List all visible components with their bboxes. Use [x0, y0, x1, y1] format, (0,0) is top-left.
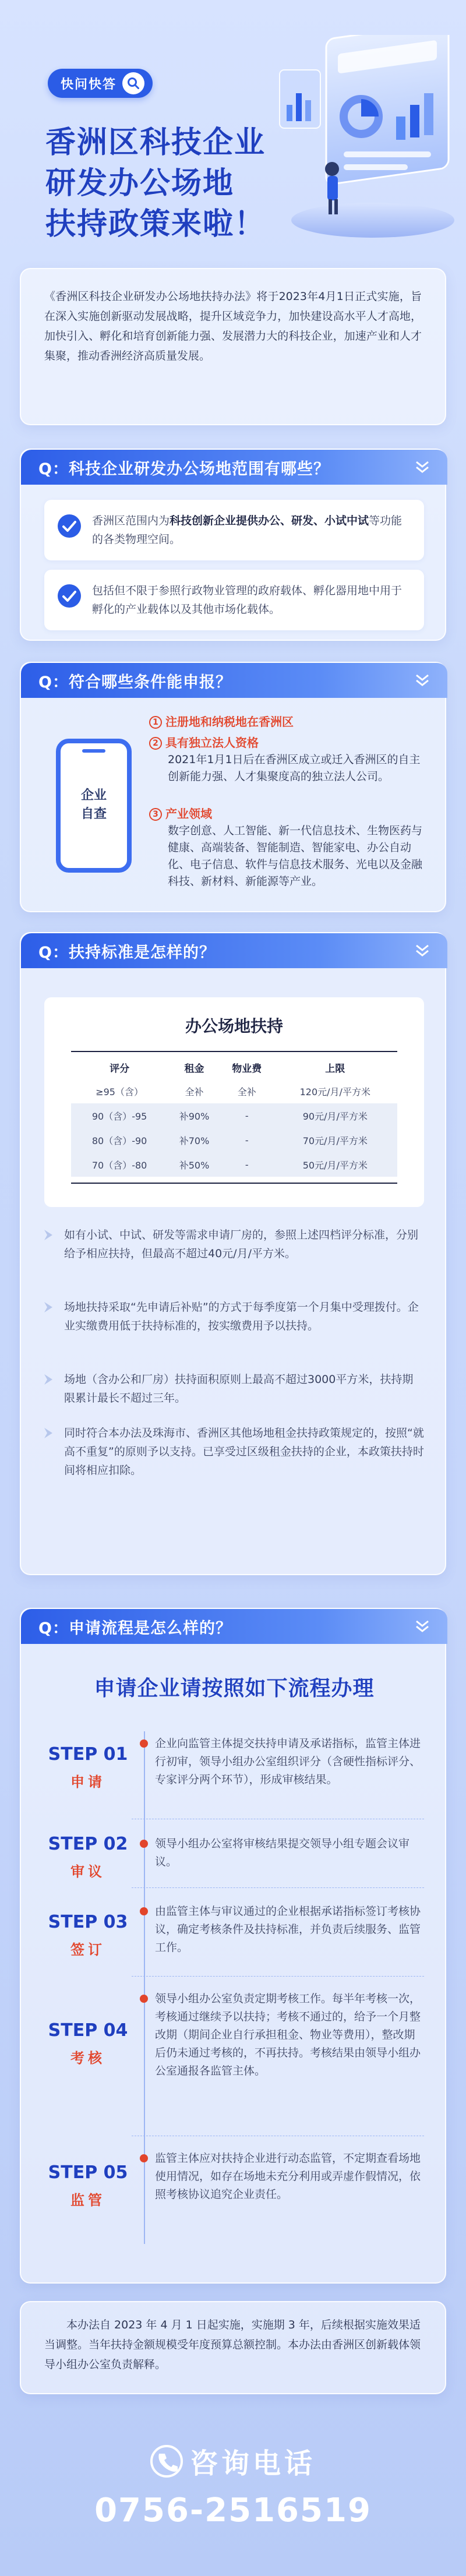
flow-title: 申请企业请按照如下流程办理	[94, 1677, 375, 1700]
table-cell: 70元/月/平方米	[273, 1128, 397, 1152]
q1-item-2-text: 包括但不限于参照行政物业管理的政府载体、孵化器用地中用于孵化的产业载体以及其他市场化载体。	[92, 584, 403, 616]
table-row	[71, 1103, 397, 1128]
support-note-2	[44, 1298, 424, 1335]
condition-3	[149, 805, 429, 890]
step-dot-icon	[140, 2154, 148, 2162]
closing-text: 本办法自 2023 年 4 月 1 日起实施，实施期 3 年，后续根据实施效果适当调整。当年扶持金额规模受年度预算总额控制。本办法由香洲区创新载体领导小组办公室负责解释。	[44, 2319, 421, 2371]
support-note-1-text: 如有小试、中试、研发等需求申请厂房的，参照上述四档评分标准，分别给予相应扶持，但最高不超过40元/月/平方米。	[64, 1229, 419, 1260]
table-cell: 全补	[185, 1086, 204, 1098]
table-header-cell: 评分	[110, 1063, 130, 1075]
step-2-name: 审议	[70, 1864, 105, 1880]
q3-header	[21, 933, 447, 968]
intro-card	[20, 268, 446, 425]
q2-header	[21, 663, 447, 698]
step-separator	[132, 1887, 424, 1888]
q2-title: Q：符合哪些条件能申报？	[38, 673, 232, 691]
table-cell: 补90%	[168, 1103, 221, 1128]
q4-card	[20, 1608, 446, 2284]
phone-text-line-2: 自查	[80, 807, 107, 821]
step-5-desc: 监管主体应对扶持企业进行动态监管，不定期查看场地使用情况，如存在场地未充分利用或弄虚作假情况，依照考核协议追究企业责任。	[155, 2150, 424, 2204]
phone-self-check-icon	[56, 739, 132, 873]
intro-text: 《香洲区科技企业研发办公场地扶持办法》将于2023年4月1日正式实施，旨在深入实施创新驱动发展战略，提升区域竞争力，加快建设高水平人才高地，加快引入、孵化和培育创新能力强、发展潜力大的科技企业，加速产业和人才集聚，推动香洲经济高质量发展。	[44, 290, 422, 362]
step-5-code: STEP 05	[48, 2162, 128, 2183]
quick-qa-tag-label: 快问快答	[61, 77, 117, 92]
support-note-1	[44, 1226, 424, 1263]
condition-1-number: 1	[149, 716, 162, 729]
step-3-label	[44, 1912, 132, 1959]
q1-item-1	[44, 500, 424, 560]
support-note-2-text: 场地扶持采取“先申请后补贴”的方式于每季度第一个月集中受理拨付。企业实缴费用低于扶持标准的，按实缴费用予以扶持。	[64, 1301, 419, 1332]
hero-title	[45, 122, 313, 245]
support-table-card	[44, 997, 424, 1207]
table-cell: 50元/月/平方米	[273, 1152, 397, 1177]
step-5-label	[44, 2162, 132, 2209]
step-1-code: STEP 01	[48, 1744, 128, 1765]
arrow-right-icon	[44, 1230, 56, 1240]
table-cell: -	[221, 1128, 273, 1152]
table-cell: 补70%	[168, 1128, 221, 1152]
table-cell: 80（含）-90	[71, 1128, 168, 1152]
search-icon	[122, 72, 144, 94]
table-cell: -	[221, 1152, 273, 1177]
step-1-desc: 企业向监管主体提交扶持申请及承诺指标，监管主体进行初审，领导小组办公室组织评分（含硬性指标评分、专家评分两个环节），形成审核结果。	[155, 1735, 424, 1789]
table-cell: 全补	[237, 1086, 256, 1098]
step-4-label	[44, 2020, 132, 2067]
step-4-desc: 领导小组办公室负责定期考核工作。每半年考核一次，考核通过继续予以扶持；考核不通过的，给予一个月整改期（期间企业自行承担租金、物业等费用），整改期后仍未通过考核的，不再扶持。考核结果由领导小组办公室通报各监管主体。	[155, 1990, 424, 2080]
hero-title-line-2: 研发办公场地	[45, 166, 235, 201]
support-note-4	[44, 1424, 424, 1480]
step-3-name: 签订	[70, 1942, 105, 1958]
check-circle-icon	[57, 514, 82, 538]
hotline-number[interactable]: 0756-2516519	[94, 2492, 372, 2529]
table-cell: 补50%	[168, 1152, 221, 1177]
arrow-right-icon	[44, 1302, 56, 1312]
table-header-cell: 上限	[325, 1063, 345, 1075]
condition-3-number: 3	[149, 808, 162, 821]
q1-header	[21, 450, 447, 485]
q1-card	[20, 449, 446, 641]
table-header-cell: 物业费	[232, 1063, 262, 1075]
step-dot-icon	[140, 1840, 148, 1848]
step-dot-icon	[140, 1739, 148, 1748]
table-bottom-rule	[71, 1183, 397, 1184]
hero-banner	[0, 0, 466, 265]
table-cell: 90（含）-95	[71, 1103, 168, 1128]
table-cell: 120元/月/平方米	[299, 1086, 370, 1098]
step-dot-icon	[140, 1995, 148, 2003]
table-cell: ≥95（含）	[96, 1086, 143, 1098]
q1-title: Q：科技企业研发办公场地范围有哪些？	[38, 460, 330, 478]
double-chevron-down-icon	[415, 460, 430, 474]
support-table	[71, 1056, 397, 1177]
step-dot-icon	[140, 1907, 148, 1915]
check-circle-icon	[57, 584, 82, 608]
double-chevron-down-icon	[415, 673, 430, 687]
support-table-title: 办公场地扶持	[185, 1017, 283, 1036]
closing-card	[20, 2301, 446, 2394]
q1-item-1-text: 香洲区范围内为科技创新企业提供办公、研发、小试中试等功能的各类物理空间。	[92, 514, 403, 546]
condition-2-body: 2021年1月1日后在香洲区成立或迁入香洲区的自主创新能力强、人才集聚度高的独立法人公司。	[168, 753, 421, 783]
phone-icon	[150, 2445, 183, 2478]
q4-title: Q：申请流程是怎么样的？	[38, 1619, 232, 1638]
q1-item-2	[44, 570, 424, 630]
table-top-rule	[71, 1051, 397, 1052]
arrow-right-icon	[44, 1374, 56, 1385]
hero-title-line-1: 香洲区科技企业	[45, 125, 266, 160]
q3-card	[20, 932, 446, 1575]
hotline-label	[150, 2441, 316, 2481]
support-note-3-text: 场地（含办公和厂房）扶持面积原则上最高不超过3000平方米，扶持期限累计最长不超过三年。	[64, 1373, 414, 1405]
q4-header	[21, 1609, 447, 1644]
step-1-name: 申请	[70, 1774, 105, 1790]
step-3-code: STEP 03	[48, 1912, 128, 1932]
condition-1-title: 注册地和纳税地在香洲区	[165, 715, 294, 729]
table-cell: 70（含）-80	[71, 1152, 168, 1177]
q3-title: Q：扶持标准是怎样的？	[38, 943, 216, 962]
support-note-3	[44, 1370, 424, 1407]
condition-2-title: 具有独立法人资格	[165, 736, 259, 750]
step-4-code: STEP 04	[48, 2020, 128, 2041]
condition-2-number: 2	[149, 737, 162, 750]
table-header-cell: 租金	[184, 1063, 204, 1075]
double-chevron-down-icon	[415, 1619, 430, 1633]
double-chevron-down-icon	[415, 944, 430, 958]
dashboard-illustration-icon	[274, 35, 460, 245]
step-2-code: STEP 02	[48, 1834, 128, 1854]
condition-3-body: 数字创意、人工智能、新一代信息技术、生物医药与健康、高端装备、智能制造、智能家电、办公自动化、电子信息、软件与信息技术服务、光电以及金融科技、新材料、新能源等产业。	[168, 824, 423, 888]
table-row	[71, 1128, 397, 1152]
arrow-right-icon	[44, 1428, 56, 1438]
hotline	[0, 2441, 466, 2529]
table-row	[71, 1079, 397, 1103]
step-5-name: 监管	[70, 2192, 105, 2208]
step-2-label	[44, 1834, 132, 1880]
step-3-desc: 由监管主体与审议通过的企业根据承诺指标签订考核协议，确定考核条件及扶持标准，并负责后续服务、监管工作。	[155, 1903, 424, 1957]
support-note-4-text: 同时符合本办法及珠海市、香洲区其他场地租金扶持政策规定的，按照“就高不重复”的原则予以支持。已享受过区级租金扶持的企业，本政策扶持时间将相应扣除。	[64, 1427, 424, 1477]
table-cell: -	[221, 1103, 273, 1128]
condition-3-title: 产业领域	[165, 807, 212, 821]
step-2-desc: 领导小组办公室将审核结果提交领导小组专题会议审议。	[155, 1835, 424, 1871]
table-cell: 90元/月/平方米	[273, 1103, 397, 1128]
step-timeline	[144, 1731, 145, 2244]
quick-qa-tag	[48, 69, 153, 98]
hero-title-line-3: 扶持政策来啦！	[45, 207, 266, 242]
phone-text-line-1: 企业	[80, 788, 107, 803]
step-separator	[132, 1976, 424, 1977]
step-4-name: 考核	[70, 2050, 105, 2066]
table-header-row	[71, 1056, 397, 1079]
condition-2	[149, 734, 429, 785]
step-1-label	[44, 1744, 132, 1791]
hotline-label-text: 咨询电话	[189, 2447, 316, 2480]
q2-card	[20, 662, 446, 912]
condition-1	[149, 713, 429, 731]
table-row	[71, 1152, 397, 1177]
